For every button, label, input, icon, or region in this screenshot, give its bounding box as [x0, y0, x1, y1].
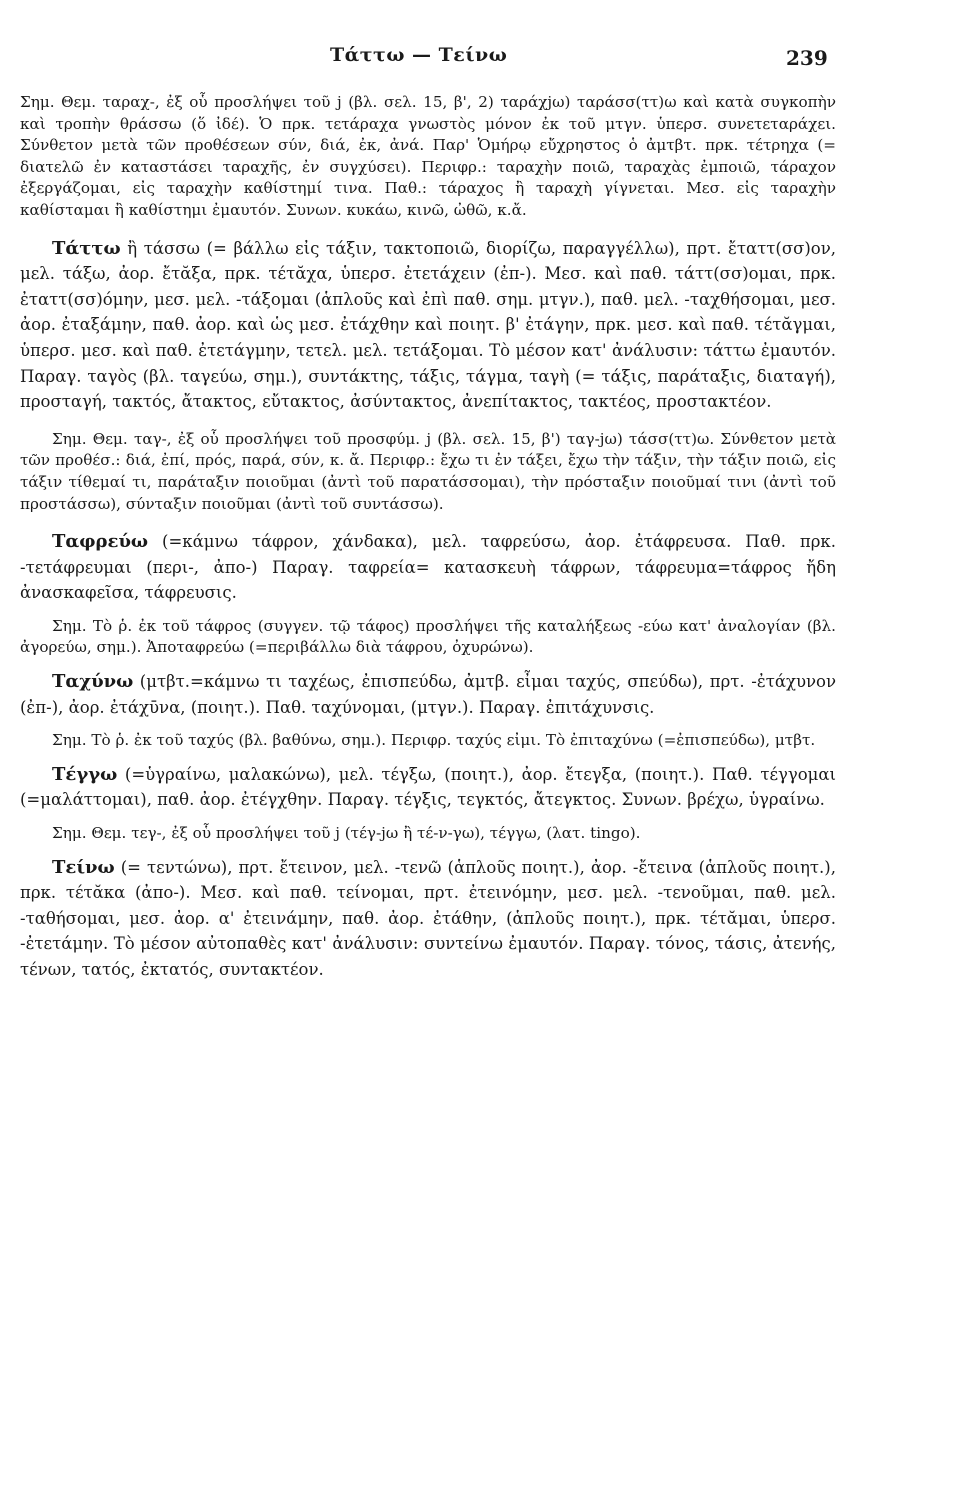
- headword: Τέγγω: [52, 763, 118, 785]
- entry-tengo: Τέγγω (=ὑγραίνω, μαλακώνω), μελ. τέγξω, (ποιητ.), ἀορ. ἔτεγξα, (ποιητ.). Παθ. τέγγομαι (=μαλάττομαι), παθ. ἀορ. ἐτέγχθην. Παραγ. τέγξις, τεγκτός, ἄτεγκτος. Συνων. βρέχω, ὑγραίνω.: [20, 763, 836, 810]
- entry-teino: Τείνω (= τεντώνω), πρτ. ἔτεινον, μελ. -τενῶ (ἁπλοῦς ποιητ.), ἀορ. -ἔτεινα (ἁπλοῦς ποιητ.), πρκ. τέτᾰκα (ἀπο-). Μεσ. καὶ παθ. τείνομαι, πρτ. ἐτεινόμην, μεσ. μελ. -τενοῦμαι, παθ. μελ. -ταθήσομαι, μεσ. ἀορ. α' ἐτεινάμην, παθ. ἀορ. ἐτάθην, (ἁπλοῦς ποιητ.), πρκ. τέτᾰμαι, ὑπερσ. -ἐτετάμην. Τὸ μέσον αὐτοπαθὲς κατ' ἀνάλυσιν: συντείνω ἐμαυτόν. Παραγ. τόνος, τάσις, ἀτενής, τένων, τατός, ἐκτατός, συντακτέον.: [20, 856, 836, 979]
- note-taracho: Σημ. Θεμ. ταραχ-, ἐξ οὗ προσλήψει τοῦ j (βλ. σελ. 15, β', 2) ταράχjω) ταράσσ(ττ)ω καὶ κατὰ συγκοπὴν καὶ τροπὴν θράσσω (ὅ ἰδέ). Ὁ πρκ. τετάραχα γνωστὸς μόνον ἐκ τοῦ μτγν. ὑπερσ. συνετεταράχει. Σύνθετον μετὰ τῶν προθέσεων σύν, διά, ἐκ, ἀνά. Παρ' Ὁμήρῳ εὔχρηστος ὁ ἀμτβτ. πρκ. τέτρηχα (= διατελῶ ἐν καταστάσει ταραχῆς, ἐν συγχύσει). Περιφρ.: ταραχὴν ποιῶ, ταραχὰς ἐμποιῶ, τάραχον ἐξεργάζομαι, εἰς ταραχὴν καθίστημί τινα. Παθ.: τάραχος ἢ ταραχὴ γίγνεται. Μεσ. εἰς ταραχὴν καθίσταμαι ἢ καθίστημι ἐμαυτόν. Συνων. κυκάω, κινῶ, ὠθῶ, κ.ἄ.: [20, 93, 836, 219]
- note-tafreuo: Σημ. Τὸ ῥ. ἐκ τοῦ τάφρος (συγγεν. τῷ τάφος) προσλήψει τῆς καταλήξεως -εύω κατ' ἀναλογίαν (βλ. ἀγορεύω, σημ.). Ἀποταφρεύω (=περιβάλλω διὰ τάφρου, ὀχυρώνω).: [20, 616, 836, 657]
- note-tengo: Σημ. Θεμ. τεγ-, ἐξ οὗ προσλήψει τοῦ j (τέγ-jω ἢ τέ-ν-γω), τέγγω, (λατ. tingo).: [52, 824, 641, 843]
- entry-tachyno: Ταχύνω (μτβτ.=κάμνω τι ταχέως, ἐπισπεύδω, ἀμτβ. εἶμαι ταχύς, σπεύδω), πρτ. -ἐτάχυνον (ἐπ-), ἀορ. ἐτάχῡνα, (ποιητ.). Παθ. ταχύνομαι, (μτγν.). Παραγ. ἐπιτάχυνσις.: [20, 671, 836, 717]
- note-tatto: Σημ. Θεμ. ταγ-, ἐξ οὗ προσλήψει τοῦ προσφύμ. j (βλ. σελ. 15, β') ταγ-jω) τάσσ(ττ)ω. Σύνθετον μετὰ τῶν προθέσ.: διά, ἐπί, πρός, παρά, σύν, κ. ἄ. Περιφρ.: ἔχω τι ἐν τάξει, ἔχω τὴν τάξιν, τὴν τάξιν ποιῶ, εἰς τάξιν τίθεμαί τι, παράταξιν ποιοῦμαι (ἀντὶ τοῦ παρατάσσομαι), τὴν πρόσταξιν ποιοῦμαί τινι (ἀντὶ τοῦ προστάσσω), σύνταξιν ποιοῦμαι (ἀντὶ τοῦ συντάσσω).: [20, 429, 836, 513]
- entry-tatto: Τάττω ἢ τάσσω (= βάλλω εἰς τάξιν, τακτοποιῶ, διορίζω, παραγγέλλω), πρτ. ἔταττ(σσ)ον, μελ. τάξω, ἀορ. ἔτᾰξα, πρκ. τέτᾰχα, ὑπερσ. ἐτετάχειν (ἐπ-). Μεσ. καὶ παθ. τάττ(σσ)ομαι, πρκ. ἐταττ(σσ)όμην, μεσ. μελ. -τάξομαι (ἁπλοῦς καὶ ἐπὶ παθ. σημ. μτγν.), παθ. μελ. -ταχθήσομαι, μεσ. ἀορ. ἐταξάμην, παθ. ἀορ. καὶ ὡς μεσ. ἐτάχθην καὶ ποιητ. β' ἐτάγην, πρκ. μεσ. καὶ παθ. τέτᾰγμαι, ὑπερσ. μεσ. καὶ παθ. ἐτετάγμην, τετελ. μελ. τετάξομαι. Τὸ μέσον κατ' ἀνάλυσιν: τάττω ἐμαυτόν. Παραγ. ταγὸς (βλ. ταγεύω, σημ.), συντάκτης, τάξις, τάγμα, ταγὴ (= τάξις, παράταξις, διαταγή), προσταγή, τακτός, ἄτακτος, εὔτακτος, ἀσύντακτος, ἀνεπίτακτος, τακτέος, προστακτέον.: [20, 237, 836, 412]
- note-tachyno: Σημ. Τὸ ῥ. ἐκ τοῦ ταχύς (βλ. βαθύνω, σημ.). Περιφρ. ταχύς εἰμι. Τὸ ἐπιταχύνω (=ἐπισπεύδω), μτβτ.: [52, 731, 816, 750]
- page-number: 239: [786, 46, 828, 70]
- headword: Τείνω: [52, 856, 115, 878]
- running-head: Τάττω — Τείνω: [330, 44, 508, 66]
- headword: Ταφρεύω: [52, 531, 149, 553]
- entry-tafreuo: Ταφρεύω (=κάμνω τάφρον, χάνδακα), μελ. ταφρεύσω, ἀορ. ἐτάφρευσα. Παθ. πρκ. -τετάφρευμαι (περι-, ἀπο-) Παραγ. ταφρεία= κατασκευὴ τάφρων, τάφρευμα=τάφρος ἤδη ἀνασκαφεῖσα, τάφρευσις.: [20, 531, 836, 603]
- page-header: [0, 44, 954, 74]
- headword: Ταχύνω: [52, 671, 134, 693]
- dictionary-body: [20, 92, 836, 983]
- headword: Τάττω: [52, 237, 121, 259]
